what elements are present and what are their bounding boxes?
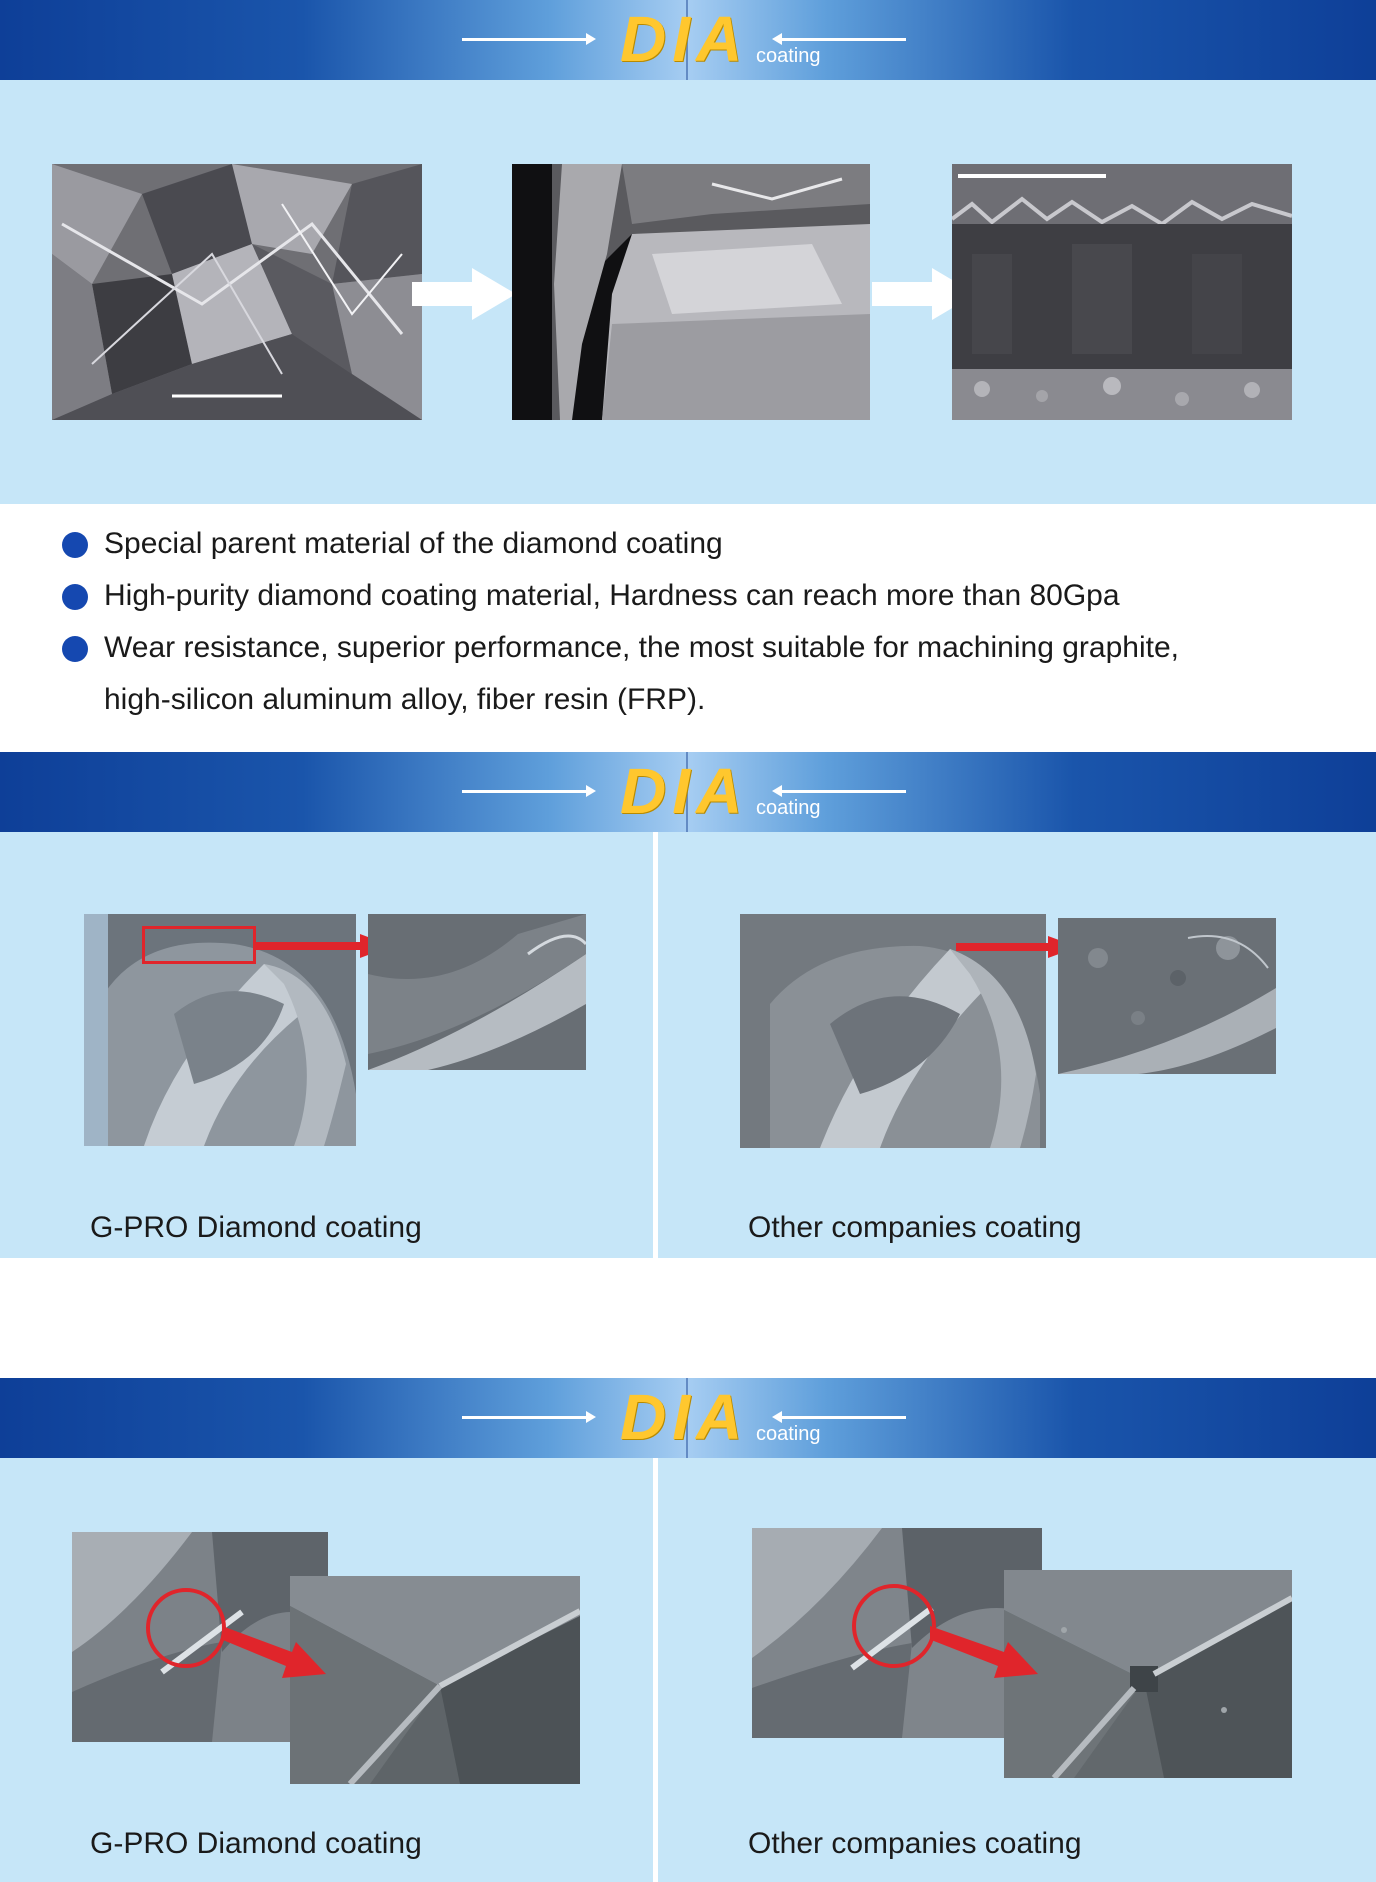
dia-coating-banner-1 <box>0 0 1376 80</box>
feature-text: High-purity diamond coating material, Hardness can reach more than 80Gpa <box>104 579 1120 612</box>
gpro-edge-detail-sem-image <box>290 1576 580 1784</box>
dia-coating-banner-3 <box>0 1378 1376 1458</box>
coating-cross-section-sem-image <box>512 164 870 420</box>
gpro-edge-closeup-sem-image <box>368 914 586 1070</box>
bullet-icon <box>62 636 88 662</box>
diamond-surface-sem-image <box>52 164 422 420</box>
banner-subtitle: coating <box>756 797 821 819</box>
arrow-left-icon <box>776 790 906 793</box>
highlight-box <box>142 926 256 964</box>
banner-title: DIA <box>620 3 749 75</box>
zoom-arrow-icon <box>930 1618 1038 1680</box>
banner-subtitle: coating <box>756 45 821 67</box>
arrow-right-icon <box>462 1416 592 1419</box>
feature-list <box>62 518 1362 726</box>
other-edge-detail-sem-image <box>1004 1570 1292 1778</box>
highlight-circle <box>852 1584 936 1668</box>
gpro-caption: G-PRO Diamond coating <box>90 1827 422 1860</box>
banner-title: DIA <box>620 1381 749 1453</box>
gpro-caption: G-PRO Diamond coating <box>90 1211 422 1244</box>
panel-divider <box>653 832 658 1258</box>
feature-text: Wear resistance, superior performance, the most suitable for machining graphite, <box>104 631 1179 664</box>
feature-text: Special parent material of the diamond coating <box>104 527 723 560</box>
zoom-arrow-icon <box>222 1618 326 1680</box>
bullet-icon <box>62 584 88 610</box>
list-item <box>62 622 1362 726</box>
arrow-right-icon <box>462 38 592 41</box>
arrow-right-icon <box>462 790 592 793</box>
arrow-left-icon <box>776 38 906 41</box>
other-caption: Other companies coating <box>748 1827 1082 1860</box>
banner-subtitle: coating <box>756 1423 821 1445</box>
feature-text-continued: high-silicon aluminum alloy, fiber resin (FRP). <box>104 683 706 716</box>
banner-title: DIA <box>620 755 749 827</box>
highlight-circle <box>146 1588 226 1668</box>
list-item <box>62 570 1362 622</box>
other-caption: Other companies coating <box>748 1211 1082 1244</box>
list-item <box>62 518 1362 570</box>
coating-layer-sem-image <box>952 164 1292 420</box>
process-arrow-icon <box>412 268 516 320</box>
dia-coating-banner-2 <box>0 752 1376 832</box>
panel-divider <box>653 1458 658 1882</box>
bullet-icon <box>62 532 88 558</box>
arrow-left-icon <box>776 1416 906 1419</box>
other-edge-closeup-sem-image <box>1058 918 1276 1074</box>
